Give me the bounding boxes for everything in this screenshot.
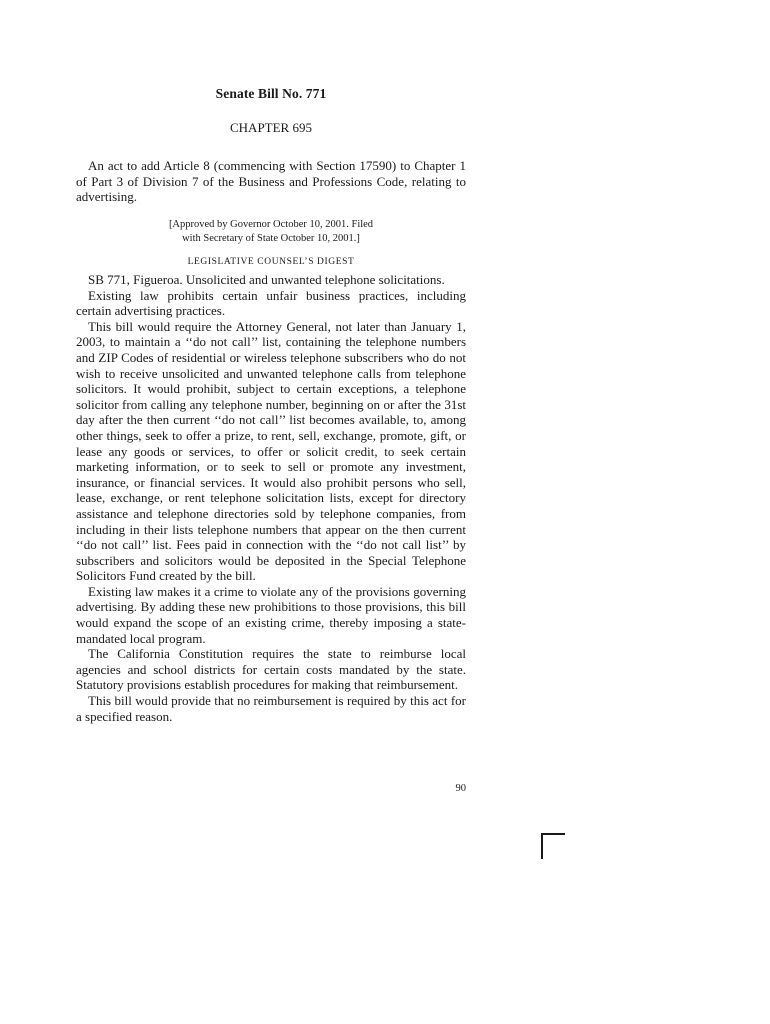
digest-paragraph-bill-requirements: This bill would require the Attorney General, not later than January 1, 2003, to maintain a ‘‘do not call’’ list, containing the telephone numbers and ZIP Codes of residential or wireless telephone subscribers who do not wish to receive unsolicited and unwanted telephone calls from telephone solicitors. It would prohibit, subject to certain exceptions, a telephone solicitor from calling any telephone number, beginning on or after the 31st day after the then current ‘‘do not call’’ list becomes available, to, among other things, seek to offer a prize, to rent, sell, exchange, promote, gift, or lease any goods or services, to offer or solicit credit, to seek certain marketing information, or to seek to sell or promote any investment, insurance, or financial services. It would also prohibit persons who sell, lease, exchange, or rent telephone solicitation lists, except for directory assistance and telephone directories sold by telephone companies, from including in their lists telephone numbers that appear on the then current ‘‘do not call’’ list. Fees paid in connection with the ‘‘do not call list’’ by subscribers and solicitors would be deposited in the Special Telephone Solicitors Fund created by the bill. [76,318,466,584]
approval-line-2: with Secretary of State October 10, 2001.] [182,232,360,244]
digest-paragraph-constitution: The California Constitution requires the state to reimburse local agencies and school districts for certain costs mandated by the state. Statutory provisions establish procedures for making that reimbursement. [76,646,466,693]
approval-line-1: [Approved by Governor October 10, 2001. Filed [168,219,374,230]
digest-paragraph-crime: Existing law makes it a crime to violate any of the provisions governing advertising. By adding these new prohibitions to those provisions, this bill would expand the scope of an existing crime, thereby imposing a state-mandated local program. [76,583,466,646]
digest-paragraph-reimbursement: This bill would provide that no reimbursement is required by this act for a specified reason. [76,693,466,724]
act-description: An act to add Article 8 (commencing with Section 17590) to Chapter 1 of Part 3 of Division 7 of the Business and Professions Code, relating to advertising. [76,158,466,205]
digest-body [76,272,466,724]
chapter-heading: CHAPTER 695 [230,120,312,135]
bill-title: Senate Bill No. 771 [215,86,327,101]
digest-heading: LEGISLATIVE COUNSEL’S DIGEST [187,257,355,267]
crop-mark [541,833,565,859]
digest-paragraph-existing-law: Existing law prohibits certain unfair business practices, including certain advertising practices. [76,287,466,319]
approval-note [76,218,466,245]
page-number: 90 [455,783,466,794]
digest-paragraph-summary: SB 771, Figueroa. Unsolicited and unwanted telephone solicitations. [88,272,445,287]
